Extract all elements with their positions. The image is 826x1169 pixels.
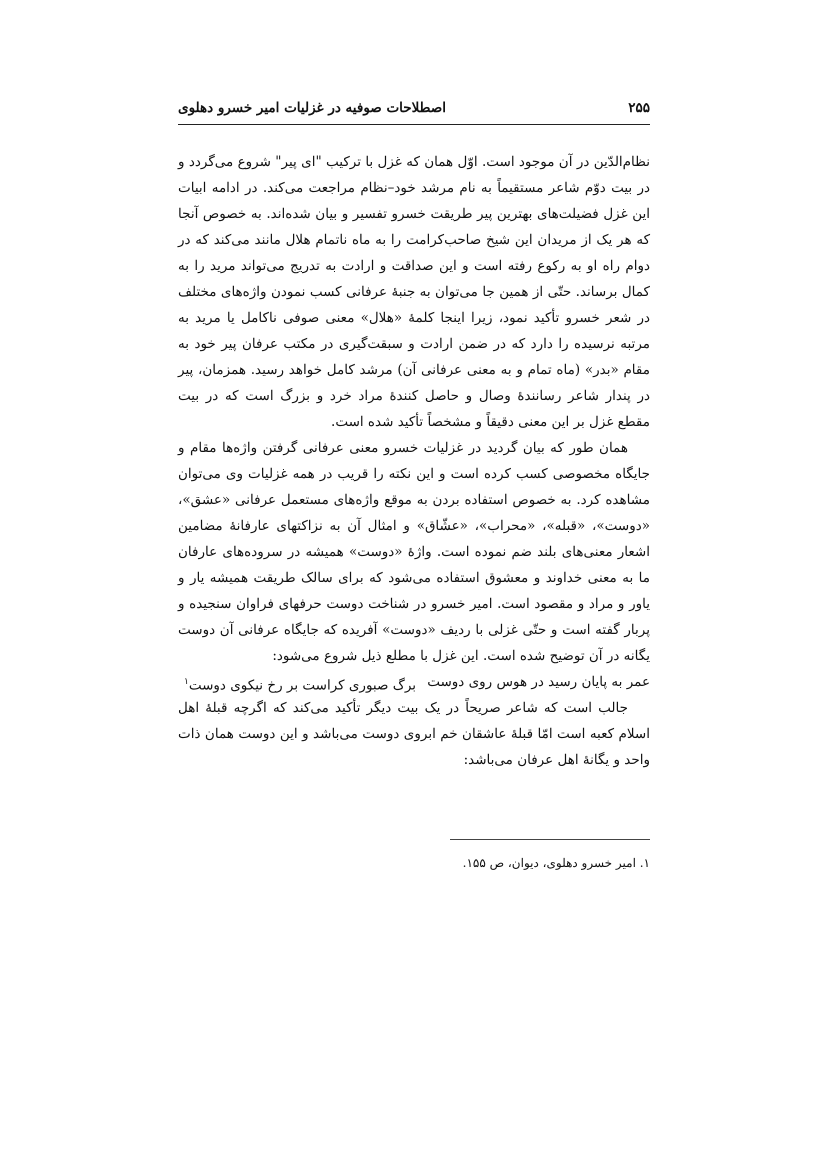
body-text (178, 149, 650, 773)
verse-first-hemistich: عمر به پایان رسید در هوس روی دوست (427, 674, 650, 690)
footnote-divider (450, 839, 650, 840)
paragraph-3: جالب است که شاعر صریحاً در یک بیت دیگر تأکید می‌کند که اگرچه قبلهٔ اهل اسلام کعبه است امّا قبلهٔ عاشقان خم ابروی دوست می‌باشد و این دوست همان ذات واحد و یگانهٔ اهل عرفان می‌باشد: (178, 700, 650, 768)
running-header (178, 100, 650, 122)
paragraph-2: همان طور که بیان گردید در غزلیات خسرو معنی عرفانی گرفتن واژه‌ها مقام و جایگاه مخصوصی کسب کرده است و این نکته را قریب در همه غزلیات وی می‌توان مشاهده کرد. به خصوص استفاده بردن به موقع واژه‌های مستعمل عرفانی «عشق»، «دوست»، «قبله»، «محراب»، «عشّاق» و امثال آن به نزاکتهای عارفانهٔ مضامین اشعار معنی‌های بلند ضم نموده است. واژهٔ «دوست» همیشه در سروده‌های عارفان ما به معنی خداوند و معشوق استفاده می‌شود که برای سالک طریقت همیشه یار و یاور و مراد و مقصود است. امیر خسرو در شناخت دوست حرفهای فراوان سنجیده و پربار گفته است و حتّی غزلی با ردیف «دوست» آفریده که جایگاه عرفانی آن دوست یگانه در آن توضیح شده است. این غزل با مطلع ذیل شروع می‌شود: (178, 440, 650, 664)
footnote-marker: ۱ (184, 677, 189, 687)
footnote: ۱. امیر خسرو دهلوی، دیوان، ص ۱۵۵. (462, 856, 650, 870)
running-title: اصطلاحات صوفیه در غزلیات امیر خسرو دهلوی (178, 100, 446, 116)
verse-second-hemistich-wrap (184, 669, 416, 699)
verse-couplet (178, 669, 650, 695)
header-divider (178, 124, 650, 125)
paragraph-1: نظام‌الدّین در آن موجود است. اوّل همان که غزل با ترکیب "ای پیر" شروع می‌گردد و در بیت دوّم شاعر مستقیماً به نام مرشد خود–نظام مراجعت می‌کند. در ادامه ابیات این غزل فضیلت‌های بهترین پیر طریقت خسرو تفسیر و بیان شده‌اند. به خصوص آنجا که هر یک از مریدان این شیخ صاحب‌کرامت را به ماه ناتمام هلال مانند می‌کند که در دوام راه او به رکوع رفته است و این صداقت و ارادت به تدریج می‌تواند مرید را به کمال برساند. حتّی از همین جا می‌توان به جنبهٔ عرفانی کسب نمودن واژه‌های مختلف در شعر خسرو تأکید نمود، زیرا اینجا کلمهٔ «هلال» معنی صوفی ناکامل یا مرید به مرتبه نرسیده را دارد که در ضمن ارادت و سبقت‌گیری در مکتب عرفان پیر خود به مقام «بدر» (ماه تمام و به معنی عرفانی آن) مرشد کامل خواهد رسید. همزمان، پیر در پندار شاعر رسانندهٔ وصال و حاصل کنندهٔ مراد خرد و بزرگ است که در بیت مقطع غزل بر این معنی دقیقاً و مشخصاً تأکید شده است. (178, 154, 650, 430)
verse-second-hemistich: برگ صبوری کراست بر رخ نیکوی دوست (188, 677, 417, 694)
page-number: ۲۵۵ (628, 100, 650, 116)
